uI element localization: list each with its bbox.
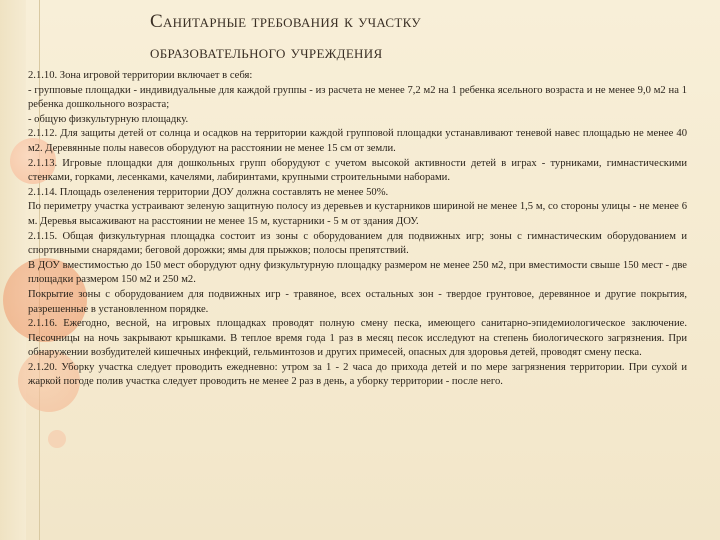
paragraph-sports-ground-zones: 2.1.15. Общая физкультурная площадка состоит из зоны с оборудованием для подвижных игр; зоны с гимнастическим оборудованием и спортивными снарядами; беговой дорожки; ямы для прыжков; полосы препятствий. bbox=[28, 230, 687, 257]
paragraph-perimeter-strip: По периметру участка устраивают зеленую защитную полосу из деревьев и кустарников шириной не менее 1,5 м, со стороны улицы - не менее 6 м. Деревья высаживают на расстоянии не менее 15 м, кустарники - 5 м от здания ДОУ. bbox=[28, 201, 687, 227]
paragraph-greenery-area: 2.1.14. Площадь озеленения территории ДОУ должна составлять не менее 50%. bbox=[28, 186, 389, 198]
paragraph-playground-equipment: 2.1.13. Игровые площадки для дошкольных групп оборудуют с учетом высокой активности детей в играх - турниками, гимнастическими стенками, горками, лесенками, качелями, лабиринтами, крупными строительными наборами. bbox=[28, 157, 687, 184]
paragraph-zone-intro: 2.1.10. Зона игровой территории включает в себя: bbox=[28, 70, 253, 81]
paragraph-cleaning: 2.1.20. Уборку участка следует проводить ежедневно: утром за 1 - 2 часа до прихода детей и по мере загрязнения территории. При сухой и жаркой погоде полив участка следует проводить не менее 2 раз в день, а уборку территории - после него. bbox=[28, 361, 687, 388]
paragraph-group-areas: - групповые площадки - индивидуальные для каждой группы - из расчета не менее 7,2 м2 на 1 ребенка ясельного возраста и не менее 9,0 м2 на 1 ребенка дошкольного возраста; bbox=[28, 84, 687, 111]
decorative-circle-tiny bbox=[48, 430, 66, 448]
slide-body bbox=[28, 69, 687, 390]
paragraph-shade-canopy: 2.1.12. Для защиты детей от солнца и осадков на территории каждой групповой площадки устанавливают теневой навес площадью не менее 40 м2. Деревянные полы навесов оборудуют на расстоянии не менее 15 см от земли. bbox=[28, 128, 687, 154]
paragraph-capacity-sports-ground: В ДОУ вместимостью до 150 мест оборудуют одну физкультурную площадку размером не менее 250 м2, при вместимости свыше 150 мест - две площадки размером 150 м2 и 250 м2. bbox=[28, 259, 687, 286]
paragraph-surface-covering: Покрытие зоны с оборудованием для подвижных игр - травяное, всех остальных зон - твердое грунтовое, деревянное и другие покрытия, разрешенные в установленном порядке. bbox=[28, 288, 687, 315]
paragraph-sports-area: - общую физкультурную площадку. bbox=[28, 113, 189, 125]
slide-title-line-2: образовательного учреждения bbox=[150, 42, 383, 63]
paragraph-sand-replacement: 2.1.16. Ежегодно, весной, на игровых площадках проводят полную смену песка, имеющего санитарно-эпидемиологическое заключение. Песочницы на ночь закрывают крышками. В теплое время года 1 раз в месяц песок исследуют на степень биологического загрязнения. При обнаружении возбудителей кишечных инфекций, гельминтозов и других примесей, опасных для здоровья детей, проводят смену песка. bbox=[28, 318, 687, 359]
slide-title-line-1: Санитарные требования к участку bbox=[150, 11, 421, 32]
slide-title bbox=[150, 6, 670, 68]
